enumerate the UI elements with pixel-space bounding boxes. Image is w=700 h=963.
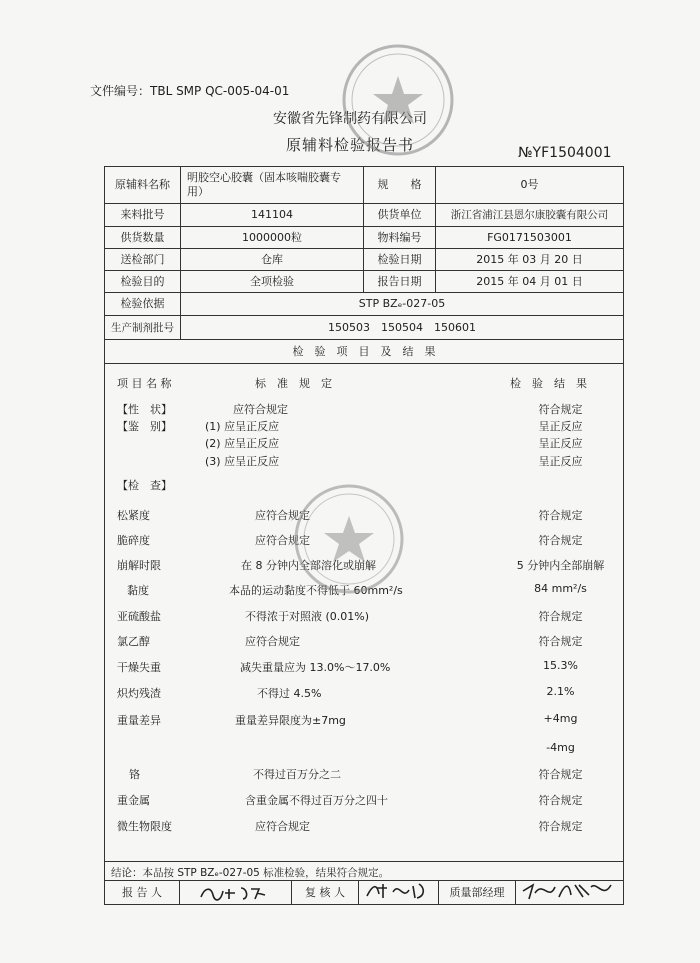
item-standard: 含重金属不得过百万分之四十	[245, 794, 388, 807]
item-standard: 重量差异限度为±7mg	[235, 714, 346, 727]
item-result: 符合规定	[538, 509, 583, 522]
item-result: 符合规定	[538, 768, 583, 781]
item-standard: 本品的运动黏度不得低于 60mm²/s	[229, 584, 403, 597]
value-inspection-basis: STP BZₑ-027-05	[358, 297, 446, 310]
item-standard: 应符合规定	[255, 509, 310, 522]
item-result: 符合规定	[538, 403, 583, 416]
item-name: 微生物限度	[117, 820, 172, 833]
item-name: 氯乙醇	[117, 635, 150, 648]
item-result: 2.1%	[546, 685, 575, 698]
item-name: 铬	[129, 768, 140, 781]
item-standard: 应符合规定	[255, 820, 310, 833]
value-material-name: 明胶空心胶囊（固本咳喘胶囊专用）	[187, 171, 341, 198]
label-report-date: 报告日期	[377, 274, 422, 288]
value-submitting-dept: 仓库	[261, 252, 283, 266]
reporter-signature	[195, 883, 275, 903]
item-result: 符合规定	[538, 610, 583, 623]
label-inspection-basis: 检验依据	[120, 297, 165, 310]
item-result: 符合规定	[538, 794, 583, 807]
item-standard: 在 8 分钟内全部溶化或崩解	[241, 559, 376, 572]
item-name: 【鉴 别】	[117, 420, 172, 433]
item-standard: (2) 应呈正反应	[205, 437, 280, 450]
item-standard: 应符合规定	[245, 635, 300, 648]
label-inspection-purpose: 检验目的	[120, 274, 165, 288]
item-name: 【检 查】	[117, 479, 172, 492]
label-material-name: 原辅料名称	[115, 178, 170, 191]
item-result: 5 分钟内全部崩解	[516, 559, 605, 572]
item-name: 【性 状】	[117, 403, 172, 416]
item-standard: 减失重量应为 13.0%～17.0%	[240, 661, 391, 674]
item-name: 干燥失重	[117, 661, 161, 674]
value-report-date: 2015 年 04 月 01 日	[476, 274, 583, 288]
value-inspection-purpose: 全项检验	[250, 274, 294, 288]
item-name: 脆碎度	[117, 534, 150, 547]
label-reviewer: 复 核 人	[305, 885, 345, 899]
reviewer-signature	[363, 880, 435, 902]
item-name: 炽灼残渣	[117, 687, 161, 700]
label-inspection-date: 检验日期	[377, 252, 422, 266]
item-standard: 不得浓于对照液 (0.01%)	[245, 610, 370, 623]
value-specification: 0号	[520, 178, 539, 191]
col-head-item-name: 项 目 名 称	[117, 377, 172, 390]
company-seal-stamp	[338, 40, 458, 160]
report-title: 原辅料检验报告书	[285, 136, 414, 154]
item-result: 84 mm²/s	[534, 582, 587, 595]
item-name: 亚硫酸盐	[117, 610, 161, 623]
item-result: 15.3%	[543, 659, 578, 672]
item-standard: 不得过 4.5%	[257, 687, 322, 700]
value-supply-quantity: 1000000粒	[242, 230, 302, 244]
label-specification: 规 格	[377, 178, 422, 191]
value-incoming-batch: 141104	[251, 208, 293, 221]
item-standard: (1) 应呈正反应	[205, 420, 280, 433]
item-result: 符合规定	[538, 534, 583, 547]
qa-manager-signature	[519, 879, 619, 903]
item-standard: 不得过百万分之二	[253, 768, 341, 781]
inspection-seal-stamp	[290, 480, 408, 598]
label-supply-quantity: 供货数量	[120, 230, 165, 244]
item-result: 呈正反应	[538, 420, 583, 433]
item-name: 重金属	[117, 794, 150, 807]
label-supplier: 供货单位	[377, 208, 422, 221]
label-incoming-batch: 来料批号	[120, 208, 165, 221]
item-name: 崩解时限	[117, 559, 161, 572]
item-standard: (3) 应呈正反应	[205, 455, 280, 468]
item-name: 重量差异	[117, 714, 161, 727]
item-result: -4mg	[546, 741, 575, 754]
label-material-code: 物料编号	[377, 230, 422, 244]
label-qa-manager: 质量部经理	[449, 885, 505, 899]
value-inspection-date: 2015 年 03 月 20 日	[476, 252, 583, 266]
value-supplier: 浙江省浦江县恩尔康胶囊有限公司	[450, 209, 609, 221]
col-head-result: 检 验 结 果	[510, 377, 587, 390]
company-name: 安徽省先锋制药有限公司	[273, 111, 427, 127]
label-product-batches: 生产制剂批号	[111, 321, 174, 334]
label-reporter: 报 告 人	[122, 885, 162, 899]
item-result: 符合规定	[538, 635, 583, 648]
value-product-batches: 150503 150504 150601	[328, 320, 476, 334]
item-standard: 应符合规定	[255, 534, 310, 547]
item-name: 黏度	[127, 584, 149, 597]
item-result: 呈正反应	[538, 437, 583, 450]
section-title: 检 验 项 目 及 结 果	[292, 344, 436, 358]
item-result: 呈正反应	[538, 455, 583, 468]
label-submitting-dept: 送检部门	[120, 252, 165, 266]
item-result: +4mg	[543, 712, 578, 725]
item-result: 符合规定	[538, 820, 583, 833]
serial-number: №YF1504001	[518, 145, 612, 161]
item-standard: 应符合规定	[233, 403, 288, 416]
document-number: 文件编号：TBL SMP QC-005-04-01	[90, 84, 290, 98]
item-name: 松紧度	[117, 509, 150, 522]
conclusion: 结论：本品按 STP BZₑ-027-05 标准检验，结果符合规定。	[111, 867, 390, 879]
col-head-standard: 标 准 规 定	[255, 377, 332, 390]
value-material-code: FG0171503001	[487, 230, 572, 244]
